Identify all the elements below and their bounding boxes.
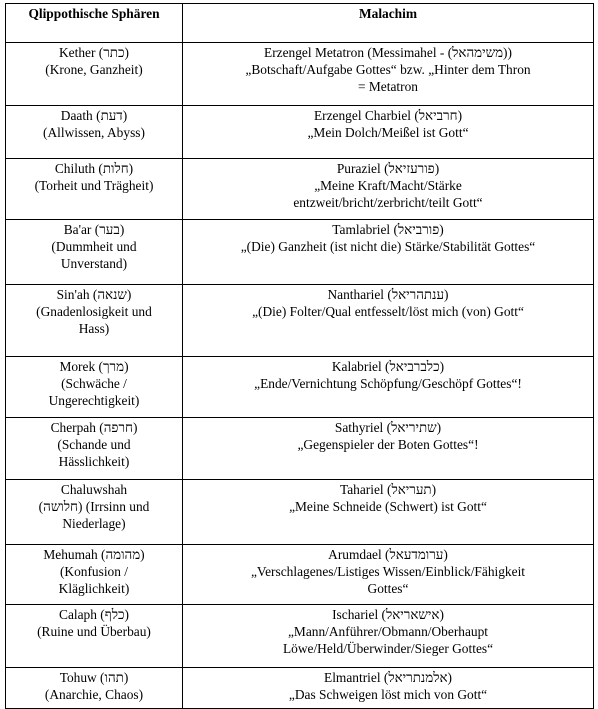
table-row (6, 357, 594, 418)
malach-meaning-line: Löwe/Held/Überwinder/Sieger Gottes“ (282, 641, 494, 657)
table-row (6, 418, 594, 480)
table-row (6, 605, 594, 668)
malach-meaning-line: „Meine Kraft/Macht/Stärke (314, 178, 462, 194)
malach-name: Ischariel (אישאריאל) (332, 607, 444, 622)
malach-name: Erzengel Metatron (Messimahel - (משימהאל)) (264, 45, 512, 60)
sphere-line: Niederlage) (62, 516, 126, 532)
sphere-cell (6, 159, 183, 220)
sphere-line: Calaph (כלף) (59, 607, 129, 622)
malach-name: Kalabriel (כלברביאל) (331, 359, 445, 374)
sphere-cell (6, 418, 183, 480)
sphere-line: (חלושה) (Irrsinn und (38, 499, 150, 515)
sphere-cell (6, 668, 183, 709)
malach-name: Arumdael (ערומדעאל) (328, 547, 448, 562)
malach-cell (183, 480, 594, 545)
table-row (6, 106, 594, 159)
malach-meaning-line: „Ende/Vernichtung Schöpfung/Geschöpf Gottes“! (254, 376, 522, 392)
table-row (6, 159, 594, 220)
sphere-line: Cherpah (חרפה) (50, 420, 138, 435)
table-row (6, 480, 594, 545)
malach-meaning-line: „Meine Schneide (Schwert) ist Gott“ (289, 499, 487, 515)
sphere-line: Ba'ar (בער) (63, 222, 125, 237)
sphere-line: (Gnadenlosigkeit und (36, 304, 152, 320)
malach-meaning-line: „(Die) Ganzheit (ist nicht die) Stärke/Stabilität Gottes“ (240, 239, 536, 255)
sphere-line: (Allwissen, Abyss) (43, 125, 145, 141)
malach-cell (183, 220, 594, 285)
sphere-line: (Konfusion / (59, 564, 129, 580)
sphere-table-container (5, 3, 593, 709)
sphere-line: Daath (דעת) (60, 108, 128, 123)
malach-meaning-line: „(Die) Folter/Qual entfesselt/löst mich (von) Gott“ (252, 304, 524, 320)
malach-name: Tahariel (תעריאל) (339, 482, 437, 497)
malach-name: Nanthariel (ענתהריאל) (327, 287, 449, 302)
sphere-cell (6, 605, 183, 668)
sphere-cell (6, 545, 183, 605)
sphere-line: Kether (כתר) (58, 45, 129, 60)
sphere-line: Unverstand) (60, 256, 128, 272)
malach-meaning-line: = Metatron (358, 79, 418, 95)
sphere-line: (Ruine und Überbau) (37, 624, 151, 640)
malach-name: Sathyriel (שתיריאל) (334, 420, 442, 435)
sphere-cell (6, 43, 183, 106)
sphere-line: Hass) (78, 321, 110, 337)
malach-name: Tamlabriel (פורביאל) (332, 222, 444, 237)
sphere-line: Morek (מרך) (59, 359, 129, 374)
malach-cell (183, 605, 594, 668)
sphere-line: Sin'ah (שנאה) (56, 287, 132, 302)
malach-meaning-line: „Das Schweigen löst mich von Gott“ (288, 687, 488, 703)
sphere-line: Kläglichkeit) (58, 581, 130, 597)
malach-cell (183, 159, 594, 220)
sphere-line: Chaluwshah (60, 482, 128, 497)
malach-meaning-line: „Mann/Anführer/Obmann/Oberhaupt (287, 624, 489, 640)
sphere-line: (Dummheit und (51, 239, 137, 255)
malach-cell (183, 106, 594, 159)
malach-cell (183, 668, 594, 709)
table-body (6, 43, 594, 709)
sphere-line: Ungerechtigkeit) (48, 393, 140, 409)
sphere-line: (Schande und (57, 437, 131, 453)
sphere-line: Tohuw (תהו) (59, 670, 129, 685)
table-row (6, 668, 594, 709)
table-row (6, 220, 594, 285)
malach-meaning-line: „Mein Dolch/Meißel ist Gott“ (307, 125, 469, 141)
malach-name: Puraziel (פורעזיאל) (336, 161, 440, 176)
sphere-line: (Krone, Ganzheit) (45, 62, 143, 78)
malach-cell (183, 285, 594, 357)
qlippoth-malachim-table (5, 3, 594, 709)
table-row (6, 545, 594, 605)
header-spheres: Qlippothische Sphären (6, 4, 183, 43)
header-malachim: Malachim (183, 4, 594, 43)
table-row (6, 43, 594, 106)
sphere-line: Chiluth (חלות) (54, 161, 134, 176)
malach-cell (183, 357, 594, 418)
sphere-cell (6, 220, 183, 285)
sphere-cell (6, 106, 183, 159)
malach-name: Erzengel Charbiel (חרביאל) (313, 108, 463, 123)
sphere-cell (6, 285, 183, 357)
malach-meaning-line: entzweit/bricht/zerbricht/teilt Gott“ (293, 195, 483, 211)
sphere-cell (6, 480, 183, 545)
sphere-line: Mehumah (מהומה) (43, 547, 145, 562)
sphere-line: (Schwäche / (61, 376, 127, 392)
malach-meaning-line: „Verschlagenes/Listiges Wissen/Einblick/Fähigkeit (250, 564, 526, 580)
malach-cell (183, 418, 594, 480)
malach-cell (183, 43, 594, 106)
sphere-line: Hässlichkeit) (58, 454, 130, 470)
table-row (6, 285, 594, 357)
malach-meaning-line: Gottes“ (367, 581, 409, 597)
table-header-row (6, 4, 594, 43)
malach-meaning-line: „Botschaft/Aufgabe Gottes“ bzw. „Hinter dem Thron (245, 62, 531, 78)
sphere-line: (Anarchie, Chaos) (44, 687, 144, 703)
malach-cell (183, 545, 594, 605)
malach-name: Elmantriel (אלמנתריאל) (324, 670, 452, 685)
sphere-cell (6, 357, 183, 418)
sphere-line: (Torheit und Trägheit) (34, 178, 154, 194)
malach-meaning-line: „Gegenspieler der Boten Gottes“! (297, 437, 479, 453)
